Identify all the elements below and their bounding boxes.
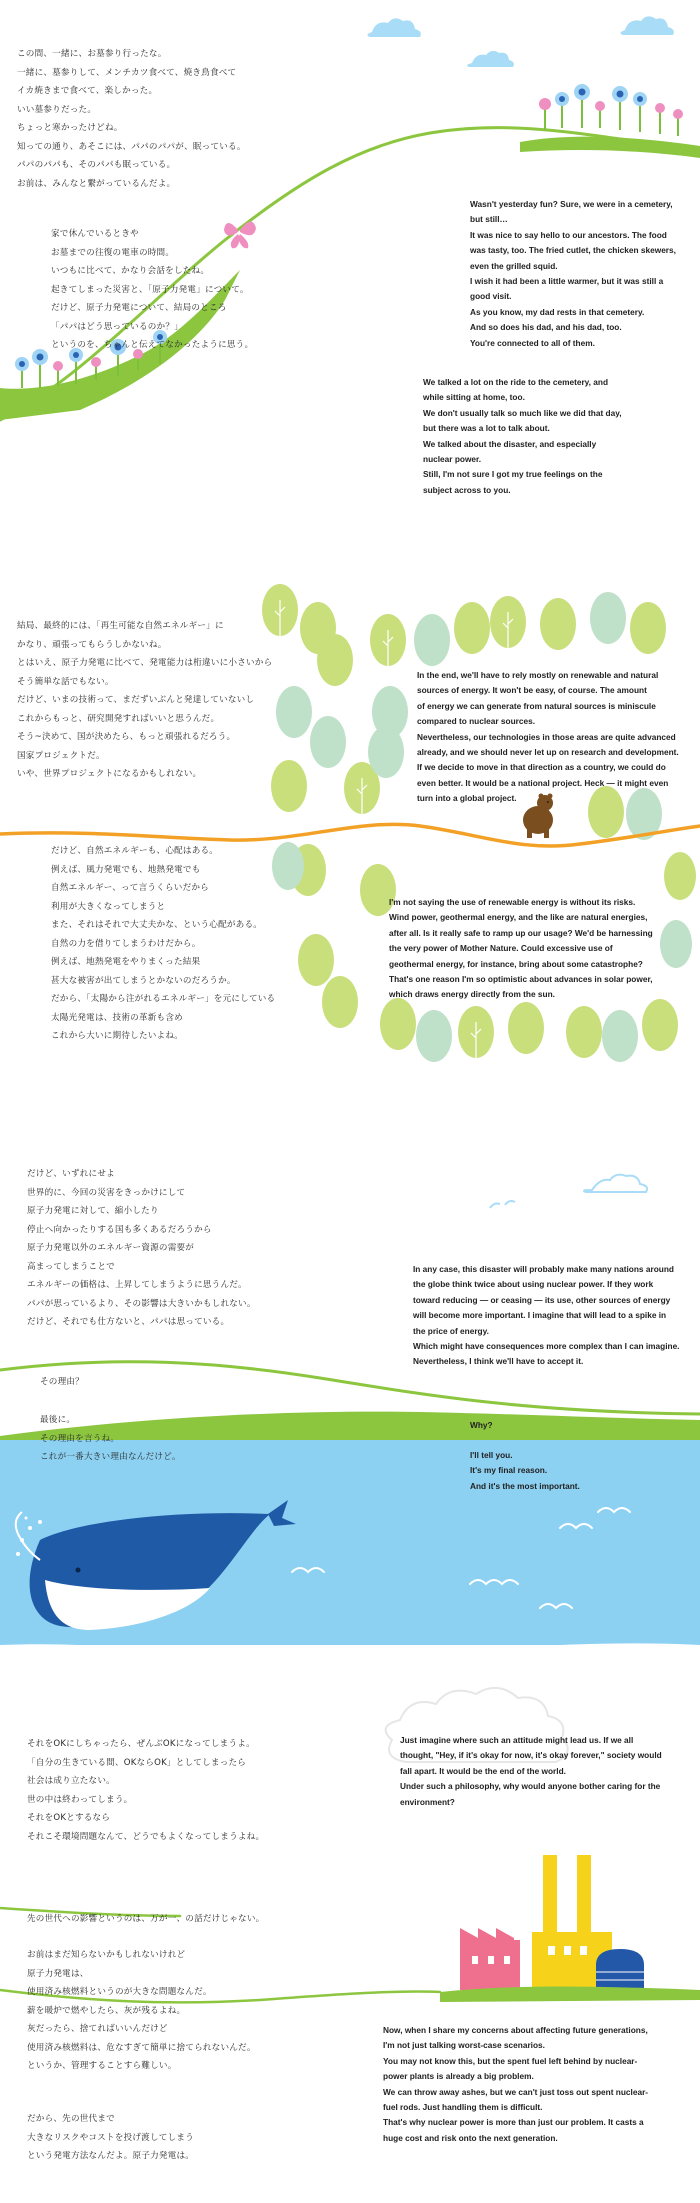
jp-line: 知っての通り、あそこには、パパのパパが、眠っている。 <box>17 141 246 152</box>
en-line: We don't usually talk so much like we did that day, <box>423 407 622 418</box>
jp-line: 原子力発電以外のエネルギー資源の需要が <box>27 1243 195 1253</box>
en-line: We talked about the disaster, and especially <box>423 438 597 449</box>
en-line: And it's the most important. <box>470 1480 580 1491</box>
jp-line: というか、管理することすら難しい。 <box>27 2061 177 2071</box>
en-line: already, and we should never let up on research and development. <box>417 747 679 758</box>
jp-line: いや、世界プロジェクトになるかもしれない。 <box>17 769 202 779</box>
en-line: fall apart. It would be the end of the world. <box>400 1765 566 1776</box>
en-line: the globe think twice about using nuclear power. If they work <box>413 1279 654 1290</box>
jp-line: 原子力発電に対して、縮小したり <box>27 1206 159 1216</box>
en-line: while sitting at home, too. <box>423 392 525 403</box>
jp-visit-paragraph <box>17 45 246 193</box>
en-line: Nevertheless, our technologies in those areas are quite advanced <box>417 731 676 742</box>
jp-conclusion-paragraph <box>27 2110 194 2166</box>
jp-line: だけど、いまの技術って、まだずいぶんと発達していないし <box>17 695 255 705</box>
en-line: but still… <box>470 214 508 225</box>
sky-clouds-mid <box>490 1175 647 1208</box>
jp-line: エネルギーの価格は、上昇してしまうように思うんだ。 <box>27 1280 247 1290</box>
jp-line: これからもっと、研究開発すればいいと思うんだ。 <box>17 713 220 724</box>
jp-line: 高まってしまうことで <box>27 1261 115 1272</box>
jp-line: 使用済み核燃料は、危なすぎて簡単に捨てられないんだ。 <box>27 2042 256 2053</box>
jp-renewable-paragraph <box>17 617 272 784</box>
en-line: thought, "Hey, if it's okay for now, it's okay forever," society would <box>400 1750 662 1761</box>
jp-line: 「自分の生きている間、OKならOK」としてしまったら <box>27 1757 247 1768</box>
en-line: Under such a philosophy, why would anyone bother caring for the <box>400 1781 661 1792</box>
jp-line: 例えば、風力発電でも、地熱発電でも <box>51 864 201 875</box>
en-line: Now, when I share my concerns about affecting future generations, <box>383 2025 648 2035</box>
jp-line: かなり、頑張ってもらうしかないね。 <box>17 639 167 650</box>
jp-line: お前はまだ知らないかもしれないけれど <box>27 1950 186 1960</box>
factory-icon <box>440 1855 700 2002</box>
en-line: I wish it had been a little warmer, but it was still a <box>470 276 664 287</box>
jp-line: また、それはそれで大丈夫かな、という心配がある。 <box>51 920 263 930</box>
en-line: In any case, this disaster will probably make many nations around <box>413 1264 674 1274</box>
en-line: And so does his dad, and his dad, too. <box>470 322 622 333</box>
en-line: which draws energy directly from the sun. <box>389 989 555 1000</box>
jp-line: 灰だったら、捨てればいいんだけど <box>27 2024 168 2034</box>
jp-line: 自然エネルギー、って言うくらいだから <box>51 883 209 893</box>
en-line: huge cost and risk onto the next generation. <box>383 2132 558 2143</box>
jp-line: 社会は成り立たない。 <box>27 1776 115 1786</box>
en-line: Why? <box>470 1420 493 1430</box>
jp-line: お墓までの往復の電車の時間。 <box>51 247 175 258</box>
jp-line: 使用済み核燃料というのが大きな問題なんだ。 <box>27 1987 212 1997</box>
en-line: good visit. <box>470 291 512 302</box>
en-line: It was nice to say hello to our ancestors. The food <box>470 229 667 240</box>
jp-line: 「パパはどう思っているのか？」 <box>51 321 183 332</box>
jp-line: だから、先の世代まで <box>27 2114 115 2124</box>
jp-line: だけど、いずれにせよ <box>27 1169 115 1179</box>
jp-line: 一緒に、墓参りして、メンチカツ食べて、焼き鳥食べて <box>17 67 237 78</box>
en-line: turn into a global project. <box>417 793 517 804</box>
en-line: Just imagine where such an attitude might lead us. If we all <box>400 1735 634 1745</box>
jp-line: イカ焼きまで食べて、楽しかった。 <box>17 86 158 96</box>
en-line: was tasty, too. The fried cutlet, the chicken skewers, <box>470 245 676 256</box>
en-line: nuclear power. <box>423 454 482 465</box>
en-line: fuel rods. Just handling them is difficult. <box>383 2102 543 2113</box>
jp-line: それをOKとするなら <box>27 1813 111 1823</box>
en-line: That's one reason I'm so optimistic about advances in solar power, <box>389 974 653 985</box>
jp-line: 甚大な被害が出てしまうとかないのだろうか。 <box>51 975 236 986</box>
en-line: but there was a lot to talk about. <box>423 423 550 434</box>
jp-line: 世界的に、今回の災害をきっかけにして <box>27 1187 186 1198</box>
en-line: If we decide to move in that direction as a country, we could do <box>417 762 666 773</box>
en-line: compared to nuclear sources. <box>417 716 536 727</box>
en-line: Nevertheless, I think we'll have to accept it. <box>413 1356 584 1367</box>
jp-line: だけど、自然エネルギーも、心配はある。 <box>51 846 219 856</box>
en-line: Wind power, geothermal energy, and the like are natural energies, <box>389 912 648 923</box>
jp-line: ちょっと寒かったけどね。 <box>17 123 123 133</box>
jp-line: この間、一緒に、お墓参り行ったな。 <box>17 49 167 59</box>
en-line: subject across to you. <box>423 484 511 495</box>
jp-reason-question <box>40 1373 84 1392</box>
jp-line: 利用が大きくなってしまうと <box>51 901 166 912</box>
jp-line: そう簡単な話でもない。 <box>17 676 114 687</box>
jp-line: その理由？ <box>40 1377 84 1387</box>
jp-line: それこそ環境問題なんて、どうでもよくなってしまうよね。 <box>27 1831 265 1842</box>
jp-fuel-paragraph <box>27 1946 256 2076</box>
en-line: environment? <box>400 1796 455 1807</box>
en-line: You're connected to all of them. <box>470 337 595 348</box>
jp-line: という発電方法なんだよ。原子力発電は。 <box>27 2151 195 2161</box>
en-line: In the end, we'll have to rely mostly on renewable and natural <box>417 670 659 680</box>
jp-line: 薪を暖炉で燃やしたら、灰が残るよね。 <box>27 2005 186 2016</box>
jp-line: 大きなリスクやコストを投げ渡してしまう <box>27 2132 194 2143</box>
en-price-paragraph <box>413 1262 680 1370</box>
jp-reason-paragraph <box>40 1411 181 1467</box>
en-line: I'm not saying the use of renewable energy is without its risks. <box>389 897 636 907</box>
en-ok-paragraph <box>400 1733 662 1810</box>
jp-line: その理由を言うね。 <box>40 1433 120 1444</box>
en-line: That's why nuclear power is more than just our problem. It casts a <box>383 2117 644 2128</box>
jp-future-heading <box>27 1910 264 1929</box>
en-line: As you know, my dad rests in that cemetery. <box>470 306 645 317</box>
jp-line: 起きてしまった災害と、「原子力発電」について。 <box>51 284 249 295</box>
en-reason-question <box>470 1418 493 1433</box>
jp-line: パパが思っているより、その影響は大きいかもしれない。 <box>27 1298 256 1309</box>
en-line: I'm not just talking worst-case scenarios. <box>383 2040 545 2051</box>
jp-line: 国家プロジェクトだ。 <box>17 750 105 761</box>
jp-line: パパのパパも、そのパパも眠っている。 <box>17 160 176 170</box>
en-line: of energy we can generate from natural sources is miniscule <box>417 700 656 711</box>
jp-line: これから大いに期待したいよね。 <box>51 1031 183 1041</box>
jp-line: 家で休んでいるときや <box>51 229 139 239</box>
jp-risk-paragraph <box>51 842 275 1046</box>
jp-ok-paragraph <box>27 1735 264 1846</box>
jp-line: だけど、原子力発電について、結局のところ <box>51 303 227 313</box>
jp-line: だけど、それでも仕方ないと、パパは思っている。 <box>27 1317 230 1327</box>
jp-line: それをOKにしちゃったら、ぜんぶOKになってしまうよ。 <box>27 1739 255 1749</box>
en-line: power plants is already a big problem. <box>383 2071 534 2082</box>
en-visit-paragraph <box>470 197 676 351</box>
jp-line: 原子力発電は、 <box>27 1968 89 1979</box>
flowers-top-right <box>539 84 683 136</box>
en-line: even better. It would be a national project. Heck — it might even <box>417 777 669 788</box>
jp-line: とはいえ、原子力発電に比べて、発電能力は桁違いに小さいから <box>17 658 273 668</box>
jp-line: いい墓参りだった。 <box>17 104 97 115</box>
jp-line: 太陽光発電は、技術の革新も含め <box>51 1012 183 1023</box>
jp-line: というのを、ちゃんと伝えてなかったように思う。 <box>51 340 254 350</box>
en-line: We can throw away ashes, but we can't just toss out spent nuclear- <box>383 2086 649 2097</box>
en-line: after all. Is it really safe to ramp up our usage? We'd be harnessing <box>389 927 653 938</box>
en-talk-paragraph <box>423 375 622 498</box>
jp-line: 自然の力を借りてしまうわけだから。 <box>51 938 201 949</box>
jp-price-paragraph <box>27 1165 256 1332</box>
jp-line: 最後に。 <box>40 1415 76 1425</box>
en-line: the very power of Mother Nature. Could excessive use of <box>389 943 613 954</box>
en-line: I'll tell you. <box>470 1450 513 1460</box>
jp-line: だから、「太陽から注がれるエネルギー」を元にしている <box>51 994 276 1004</box>
jp-line: そう~決めて、国が決めたら、もっと頑張れるだろう。 <box>17 732 236 742</box>
jp-line: 停止へ向かったりする国も多くあるだろうから <box>27 1224 212 1235</box>
jp-line: お前は、みんなと繋がっているんだよ。 <box>17 178 176 189</box>
en-line: even the grilled squid. <box>470 260 558 271</box>
jp-line: 世の中は終わってしまう。 <box>27 1794 133 1805</box>
en-line: Still, I'm not sure I got my true feelings on the <box>423 469 603 480</box>
en-line: We talked a lot on the ride to the cemetery, and <box>423 377 609 387</box>
en-fuel-paragraph <box>383 2023 648 2146</box>
en-line: the price of energy. <box>413 1325 489 1336</box>
en-line: toward reducing — or ceasing — its use, other sources of energy <box>413 1294 671 1305</box>
en-line: will become more important. I imagine that will lead to a spike in <box>413 1310 667 1321</box>
jp-line: 結局、最終的には、「再生可能な自然エネルギー」に <box>17 621 224 631</box>
en-line: You may not know this, but the spent fuel left behind by nuclear- <box>383 2055 638 2066</box>
sky-clouds-top <box>367 16 673 67</box>
en-renewable-paragraph <box>417 668 679 807</box>
en-line: Wasn't yesterday fun? Sure, we were in a cemetery, <box>470 199 673 209</box>
en-line: sources of energy. It won't be easy, of course. The amount <box>417 685 647 696</box>
jp-line: 先の世代への影響というのは、万が一、の話だけじゃない。 <box>27 1914 265 1924</box>
en-risk-paragraph <box>389 895 653 1003</box>
jp-talk-paragraph <box>51 225 253 355</box>
en-reason-paragraph <box>470 1448 580 1494</box>
jp-line: いつもに比べて、かなり会話をしたね。 <box>51 266 210 276</box>
jp-line: これが一番大きい理由なんだけど。 <box>40 1452 181 1462</box>
en-line: It's my final reason. <box>470 1465 548 1476</box>
jp-line: 例えば、地熱発電をやりまくった結果 <box>51 957 201 967</box>
en-line: geothermal energy, for instance, bring about some catastrophe? <box>389 958 643 969</box>
en-line: Which might have consequences more complex than I can imagine. <box>413 1341 680 1352</box>
